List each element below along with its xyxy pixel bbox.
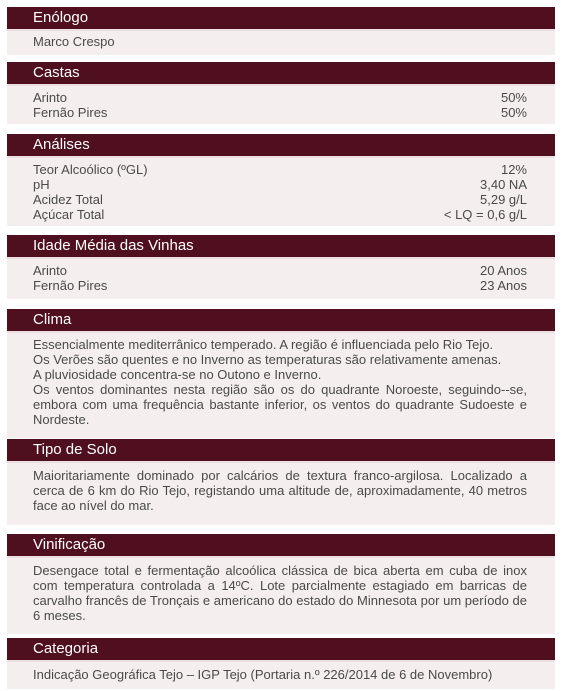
grape-name: Fernão Pires [33,105,108,120]
analysis-label: pH [33,177,50,192]
section-clima [7,309,555,438]
winemaker-name: Marco Crespo [33,34,115,49]
section-categoria [7,638,555,689]
section-title: Análises [7,134,555,156]
vine-age-label: Fernão Pires [33,278,108,293]
section-body [7,662,555,689]
grape-row [33,105,527,120]
analysis-value: < LQ = 0,6 g/L [443,207,527,222]
section-body [7,333,555,438]
section-idade-vinhas [7,235,555,299]
vine-age-value: 23 Anos [480,278,527,293]
category-description: Indicação Geográfica Tejo – IGP Tejo (Portaria n.º 226/2014 de 6 de Novembro) [33,667,493,682]
section-title: Categoria [7,638,555,660]
climate-paragraph: A pluviosidade concentra-se no Outono e Inverno. [33,367,322,382]
section-title: Vinificação [7,534,555,556]
grape-name: Arinto [33,90,67,105]
analysis-value: 3,40 NA [480,177,527,192]
grape-row [33,90,527,105]
section-title: Enólogo [7,7,555,29]
section-title: Idade Média das Vinhas [7,235,555,257]
section-analises [7,134,555,226]
section-body [7,558,555,634]
vine-age-row [33,263,527,278]
climate-paragraph: Essencialmente mediterrânico temperado. A região é influenciada pelo Rio Tejo. [33,337,494,352]
section-tipo-solo [7,439,555,525]
vine-age-row [33,278,527,293]
analysis-row [33,162,527,177]
section-castas [7,62,555,124]
grape-percentage: 50% [500,90,527,105]
section-title: Castas [7,62,555,84]
soil-description: Maioritariamente dominado por calcários de textura franco-argilosa. Localizado a cerca de 6 km do Rio Tejo, registando uma altitude de, aproximadamente, 40 metros face ao nível do mar. [33,468,527,513]
analysis-label: Açúcar Total [33,207,105,222]
analysis-label: Teor Alcoólico (ºGL) [33,162,148,177]
climate-paragraph: Os Verões são quentes e no Inverno as temperaturas são relativamente amenas. [33,352,502,367]
section-enologo [7,7,555,55]
section-body [7,463,555,525]
section-body [7,86,555,124]
grape-percentage: 50% [500,105,527,120]
analysis-row [33,192,527,207]
section-title: Clima [7,309,555,331]
section-body [7,158,555,226]
analysis-value: 12% [500,162,527,177]
analysis-value: 5,29 g/L [480,192,527,207]
vinification-description: Desengace total e fermentação alcoólica clássica de bica aberta em cuba de inox com temperatura controlada a 14ºC. Lote parcialmente estagiado em barricas de carvalho francês de Tronçais e americano do estado do Minnesota por um período de 6 meses. [33,563,527,623]
climate-paragraph: Os ventos dominantes nesta região são os do quadrante Noroeste, seguindo--se, embora com uma frequência bastante inferior, os ventos do quadrante Sudoeste e Nordeste. [33,382,527,427]
section-title: Tipo de Solo [7,439,555,461]
analysis-row [33,207,527,222]
section-body [7,259,555,299]
analysis-row [33,177,527,192]
section-body [7,31,555,55]
vine-age-label: Arinto [33,263,67,278]
vine-age-value: 20 Anos [480,263,527,278]
section-vinificacao [7,534,555,634]
analysis-label: Acidez Total [33,192,103,207]
